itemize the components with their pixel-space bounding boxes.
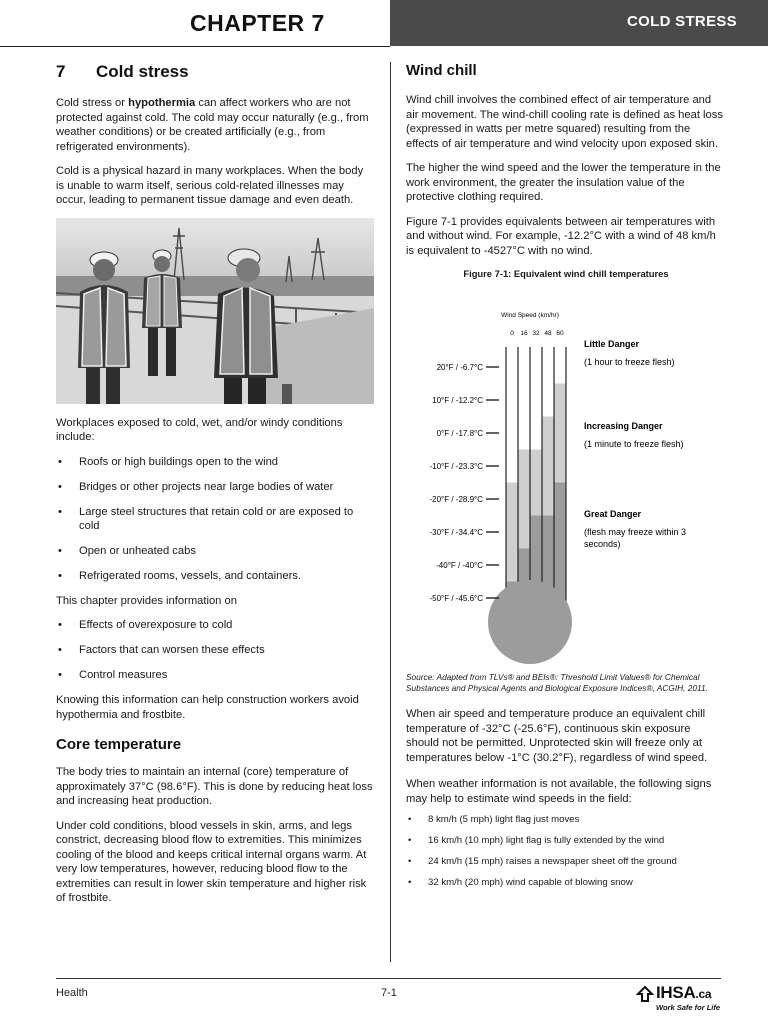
header-chapter-bar bbox=[0, 0, 390, 47]
temperature-label: 0°F / -17.8°C bbox=[436, 429, 483, 438]
footer-section: Health bbox=[56, 987, 88, 999]
page-number: 7-1 bbox=[381, 987, 397, 999]
logo-brand-text: IHSA bbox=[656, 983, 696, 1002]
column-divider bbox=[390, 62, 391, 962]
wind-speed-tick: 32 bbox=[532, 330, 540, 337]
danger-zone-note: (1 hour to freeze flesh) bbox=[584, 357, 675, 367]
wind-speed-tick: 48 bbox=[544, 330, 552, 337]
knowing-paragraph: Knowing this information can help construction workers avoid hypothermia and frostbite. bbox=[56, 694, 359, 721]
list-item: • Control measures bbox=[56, 668, 374, 682]
logo-brand-domain: .ca bbox=[695, 987, 712, 1001]
wind-speed-tick: 60 bbox=[556, 330, 564, 337]
temperature-label: -30°F / -34.4°C bbox=[429, 528, 483, 537]
wind-speed-axis-label: Wind Speed (km/hr) bbox=[501, 312, 559, 319]
core-temperature-heading: Core temperature bbox=[56, 736, 182, 753]
list-item: • 8 km/h (5 mph) light flag just moves bbox=[406, 814, 726, 826]
equivalent-paragraph: When air speed and temperature produce an equivalent chill temperature of -32°C (-25.6°F), continuous skin exposure should not be permitted. Unprotected skin will freeze only at temperatures below -1°C (30.2°F), regardless of wind speed. bbox=[406, 708, 708, 764]
list-item: • 32 km/h (20 mph) wind capable of blowing snow bbox=[406, 877, 726, 889]
temperature-label: 20°F / -6.7°C bbox=[436, 363, 483, 372]
ihsa-logo bbox=[636, 983, 732, 1017]
list-item: • Effects of overexposure to cold bbox=[56, 618, 374, 632]
intro-text: Cold stress or bbox=[56, 97, 129, 109]
section-heading bbox=[56, 62, 374, 82]
list-item: • Factors that can worsen these effects bbox=[56, 643, 374, 657]
right-column bbox=[406, 62, 726, 898]
conditions-list bbox=[56, 455, 374, 583]
logo-brand bbox=[656, 983, 711, 1003]
list-item: • Large steel structures that retain cold or are exposed to cold bbox=[56, 505, 374, 533]
wind-signs-list bbox=[406, 814, 726, 889]
list-item: • Roofs or high buildings open to the wind bbox=[56, 455, 374, 469]
intro-paragraph-2: Cold is a physical hazard in many workplaces. When the body is unable to warm itself, serious cold-related illnesses may occur, leading to permanent tissue damage and even death. bbox=[56, 165, 364, 206]
danger-zone-note: (1 minute to freeze flesh) bbox=[584, 439, 684, 449]
left-column bbox=[56, 62, 374, 916]
list-item: • 16 km/h (10 mph) light flag is fully extended by the wind bbox=[406, 835, 726, 847]
thermometer-bulb bbox=[488, 580, 572, 664]
danger-zone-name: Great Danger bbox=[584, 509, 642, 519]
danger-zone-note: seconds) bbox=[584, 539, 621, 549]
figure-title: Figure 7-1: Equivalent wind chill temperatures bbox=[463, 268, 669, 279]
chapter-topics-list bbox=[56, 618, 374, 682]
signs-intro: When weather information is not available, the following signs may help to estimate wind speeds in the field: bbox=[406, 778, 712, 805]
wind-paragraph-2: The higher the wind speed and the lower the temperature in the work environment, the greater the insulation value of the protective clothing required. bbox=[406, 162, 721, 203]
chapter-topic: COLD STRESS bbox=[627, 13, 737, 30]
list-item: • Refrigerated rooms, vessels, and containers. bbox=[56, 569, 374, 583]
wind-chill-chart bbox=[406, 287, 726, 672]
danger-zone-name: Little Danger bbox=[584, 339, 640, 349]
wind-speed-tick: 0 bbox=[510, 330, 514, 337]
section-number: 7 bbox=[56, 62, 66, 81]
wind-chill-heading: Wind chill bbox=[406, 62, 477, 79]
section-title: Cold stress bbox=[96, 62, 189, 81]
logo-tagline: Work Safe for Life bbox=[656, 1003, 721, 1012]
chapter-intro: This chapter provides information on bbox=[56, 594, 237, 607]
list-item: • Open or unheated cabs bbox=[56, 544, 374, 558]
temperature-label: -10°F / -23.3°C bbox=[429, 462, 483, 471]
workers-photo bbox=[56, 218, 374, 404]
header-topic-bar bbox=[390, 0, 768, 46]
core-paragraph-2: Under cold conditions, blood vessels in skin, arms, and legs constrict, decreasing blood flow to extremities. This minimizes cooling of the blood and keeps critical internal organs warm. At very low temperatures, however, reducing blood flow to the extremities can result in lower skin temperature and higher risk of frostbite. bbox=[56, 819, 367, 904]
construction-workers-image bbox=[56, 218, 374, 404]
core-paragraph-1: The body tries to maintain an internal (core) temperature of approximately 37°C (98.6°F). This is done by reducing heat loss and increasing heat production. bbox=[56, 766, 373, 807]
wind-paragraph-3: Figure 7-1 provides equivalents between air temperatures with and without wind. For example, -12.2°C with a wind of 48 km/h is equivalent to -4527°C with no wind. bbox=[406, 215, 716, 257]
wind-speed-tick: 16 bbox=[520, 330, 528, 337]
danger-zone-name: Increasing Danger bbox=[584, 421, 663, 431]
chapter-title: CHAPTER 7 bbox=[190, 10, 325, 36]
list-item: • 24 km/h (15 mph) raises a newspaper sheet off the ground bbox=[406, 856, 726, 868]
list-item: • Bridges or other projects near large bodies of water bbox=[56, 480, 374, 494]
temperature-label: -20°F / -28.9°C bbox=[429, 495, 483, 504]
wind-paragraph-1: Wind chill involves the combined effect of air temperature and air movement. The wind-chill cooling rate is defined as heat loss (expressed in watts per metre squared) resulting from the effects of air temperature and wind velocity upon exposed skin. bbox=[406, 94, 723, 150]
figure-source: Source: Adapted from TLVs® and BEIs®: Threshold Limit Values® for Chemical Substances and Physical Agents and Biological Exposure Indices®, ACGIH, 2011. bbox=[406, 672, 708, 693]
wind-chill-figure bbox=[406, 287, 726, 672]
temperature-label: 10°F / -12.2°C bbox=[432, 396, 483, 405]
intro-text-continued: can affect workers who are not protected against cold. The cold may occur naturally (e.g., from weather conditions) or be created artificially (e.g., from refrigerated environments). bbox=[56, 97, 369, 153]
temperature-label: -50°F / -45.6°C bbox=[429, 594, 483, 603]
footer-rule bbox=[56, 978, 721, 979]
intro-paragraph-1 bbox=[56, 96, 374, 154]
hypothermia-term: hypothermia bbox=[128, 97, 196, 109]
danger-zone-note: (flesh may freeze within 3 bbox=[584, 527, 687, 537]
temperature-label: -40°F / -40°C bbox=[436, 561, 483, 570]
conditions-intro: Workplaces exposed to cold, wet, and/or windy conditions include: bbox=[56, 416, 343, 443]
logo-mark-icon bbox=[636, 985, 654, 1003]
